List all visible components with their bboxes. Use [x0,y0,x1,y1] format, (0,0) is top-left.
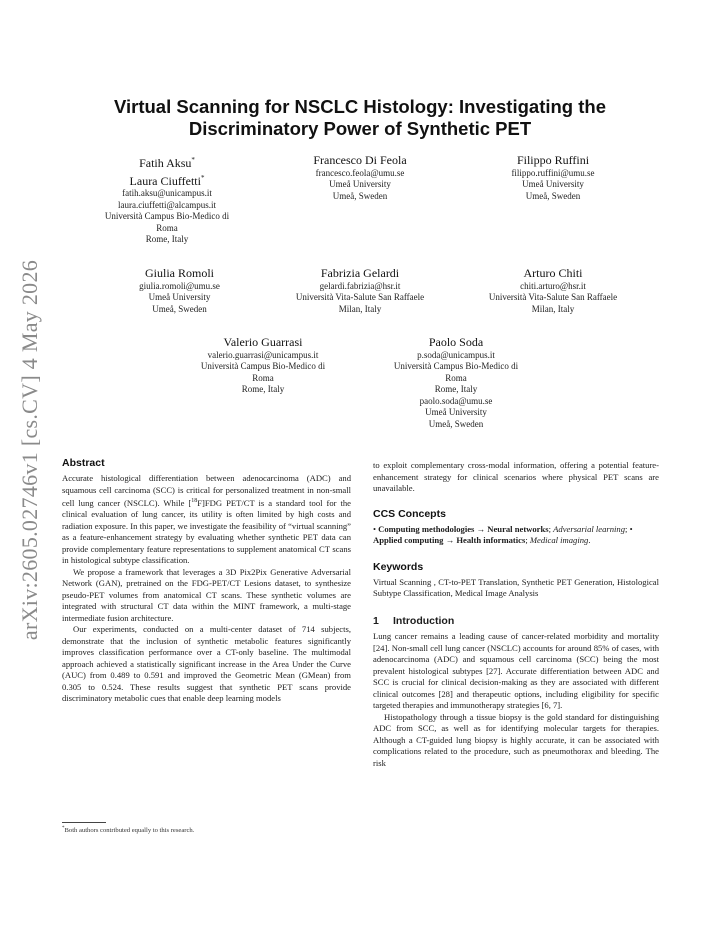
author-email: francesco.feola@umu.se [315,167,405,178]
abstract-paragraph-3: Our experiments, conducted on a multi-center dataset of 714 subjects, demonstrate that the inclusion of synthetic metabolic features significantly improves classification performance over a CT-only baseline. The multimodal approach achieved a statistically significant increase in the Area Under the Curve (AUC) from 0.489 to 0.591 and improved the Geometric Mean (GMean) from 0.305 to 0.524. These results suggest that synthetic PET scans provide discriminatory metabolic cues that enable deep learning models [62,624,351,704]
author-affiliation: Università Campus Bio-Medico di [393,361,519,372]
section-number: 1 [373,614,379,627]
author-affiliation: Roma [252,372,274,383]
keywords-heading: Keywords [373,560,424,573]
author-affiliation: Università Campus Bio-Medico di [104,211,230,222]
author-location: Rome, Italy [434,384,478,395]
section-title: Introduction [393,614,455,627]
author-email: filippo.ruffini@umu.se [511,167,595,178]
introduction-paragraph-2: Histopathology through a tissue biopsy is the gold standard for distinguishing ADC from SCC, as well as for identifying molecular targets for therapies. Although a CT-guided lung biopsy is highly accurate, it can be associated with complications related to the procedure, such as pneumothorax and bleeding. The risk [373,711,659,768]
author-email: valerio.guarrasi@unicampus.it [207,349,319,360]
author-location: Umeå, Sweden [332,190,388,201]
abstract-paragraph-2: We propose a framework that leverages a 3D Pix2Pix Generative Adversarial Network (GAN), pretrained on the FDG-PET/CT Lesions dataset, to synthesize pseudo-PET volumes from anatomical CT scans. These synthetic volumes are integrated with structural CT data within the MINT framework, a multi-stage intermediate fusion architecture. [62,566,351,623]
author-affiliation: Umeå University [329,179,391,190]
author-affiliation: Università Vita-Salute San Raffaele [488,292,618,303]
author-email: giulia.romoli@umu.se [139,280,220,291]
author-location: Umeå, Sweden [525,190,581,201]
equal-contrib-mark: * [200,173,205,182]
author-name: Valerio Guarrasi [223,335,303,349]
author-affiliation: Università Vita-Salute San Raffaele [295,292,425,303]
paper-title [60,96,660,140]
author-email: p.soda@unicampus.it [417,349,495,360]
footnote-rule [62,822,106,823]
title-line-2: Discriminatory Power of Synthetic PET [188,118,532,139]
footnote: *Both authors contributed equally to this research. [62,826,195,835]
equal-contrib-mark: * [191,156,195,164]
author-email: fatih.aksu@unicampus.it [122,188,212,198]
author-location: Rome, Italy [241,384,285,395]
author-block-aksu-ciuffetti [72,153,262,246]
author-location: Rome, Italy [145,234,189,245]
title-line-1: Virtual Scanning for NSCLC Histology: Investigating the [113,96,606,117]
author-block-soda [361,335,551,431]
author-name: Giulia Romoli [145,266,214,280]
author-email: paolo.soda@umu.se [419,395,493,406]
introduction-paragraph-1: Lung cancer remains a leading cause of cancer-related morbidity and mortality [24]. Non-small cell lung cancer (NSCLC) accounts for around 85% of cases, with adenocarcinoma (ADC) and squamous cell carcinoma (SCC) being the most prevalent histological subtypes [27]. Accurate differentiation between ADC and SCC is crucial for clinical decision-making as they are associated with different clinical outcomes [28] and therapeutic options, including eligibility for specific targeted therapies and immunotherapy strategies [6, 7]. [373,631,659,710]
author-block-gelardi [255,266,465,315]
author-name: Laura Ciuffetti [129,173,201,188]
author-affiliation: Umeå University [148,292,211,303]
author-name: Arturo Chiti [523,266,583,280]
abstract-paragraph-3-continued: to exploit complementary cross-modal information, offering a potential feature-enhancement strategy for clinical scenarios where physical PET scans are unavailable. [373,460,659,493]
author-affiliation: Università Campus Bio-Medico di [200,361,326,372]
arxiv-id: arXiv:2605.02746v1 [cs.CV] 4 May 2026 [17,259,43,641]
author-name: Francesco Di Feola [313,153,407,167]
introduction-heading [373,616,659,628]
author-block-ruffini [458,153,648,202]
author-affiliation: Roma [156,222,178,233]
author-email: chiti.arturo@hsr.it [520,280,586,291]
author-location: Umeå, Sweden [152,303,207,314]
author-email: laura.ciuffetti@alcampus.it [117,199,217,210]
author-block-guarrasi [168,335,358,396]
arxiv-stamp [10,260,50,640]
author-name: Paolo Soda [428,335,484,349]
ccs-heading: CCS Concepts [373,507,446,520]
ccs-concepts: • Computing methodologies → Neural networks; Adversarial learning; • Applied computing → Health informatics; Medical imaging. [373,523,633,545]
author-location: Milan, Italy [531,303,575,314]
author-location: Umeå, Sweden [428,419,484,430]
author-name: Filippo Ruffini [516,153,590,167]
author-affiliation: Umeå University [522,179,584,190]
author-block-di-feola [265,153,455,202]
author-affiliation: Umeå University [425,407,487,418]
author-block-chiti [448,266,658,315]
keywords-text: Virtual Scanning , CT-to-PET Translation, Synthetic PET Generation, Histological Subtype Classification, Medical Image Analysis [373,576,659,598]
author-name: Fatih Aksu [139,156,192,170]
abstract-paragraph-1: Accurate histological differentiation between adenocarcinoma (ADC) and squamous cell carcinoma (SCC) is critical for personalized treatment in non-small cell lung cancer (NSCLC). While [$^{18}$F]FDG PET/CT is a standard tool for the clinical evaluation of lung cancer, its utility is often limited by high costs and radiation exposure. In this paper, we investigate the feasibility of “virtual scanning” as a feature-enhancement strategy by evaluating whether synthetic PET data can provide complementary feature representations to supplement anatomical CT scans in histological subtype classification. [62,473,351,566]
abstract-heading: Abstract [62,457,105,469]
author-name: Fabrizia Gelardi [320,266,400,280]
right-column [373,460,659,769]
author-affiliation: Roma [445,372,467,383]
left-column [62,457,351,705]
author-location: Milan, Italy [338,303,382,314]
author-email: gelardi.fabrizia@hsr.it [319,280,401,291]
